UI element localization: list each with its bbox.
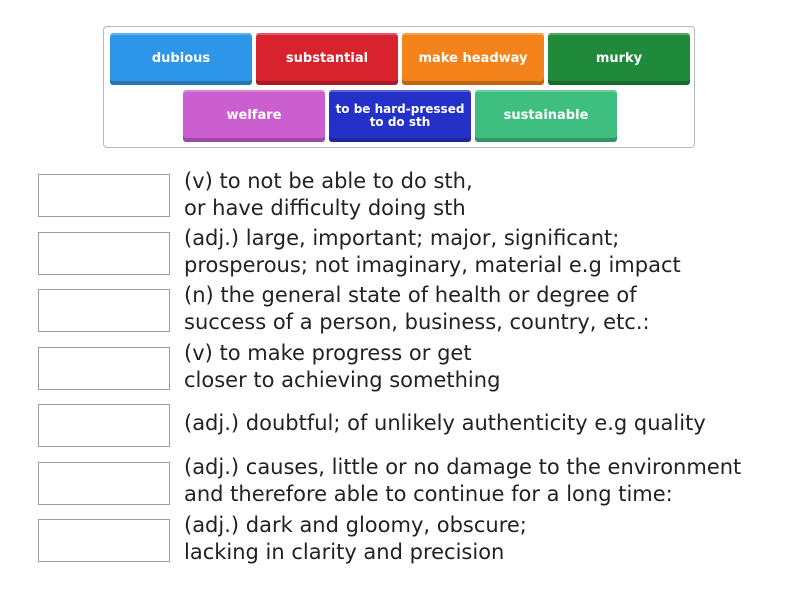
word-tile-murky[interactable] xyxy=(548,33,690,85)
definition-line: (adj.) doubtful; of unlikely authenticity e.g quality xyxy=(184,411,706,435)
word-tile-welfare[interactable] xyxy=(183,90,325,142)
definition-text xyxy=(184,225,681,279)
word-tile-substantial[interactable] xyxy=(256,33,398,85)
answer-drop-box[interactable] xyxy=(38,289,170,332)
word-tile-label: murky xyxy=(595,51,643,66)
definition-line: (adj.) dark and gloomy, obscure; xyxy=(184,513,527,537)
definition-text xyxy=(184,410,706,437)
definition-line: lacking in clarity and precision xyxy=(184,540,505,564)
definition-line: prosperous; not imaginary, material e.g impact xyxy=(184,253,681,277)
word-bank xyxy=(103,26,695,148)
definition-line: (n) the general state of health or degree of xyxy=(184,283,637,307)
word-tile-hard-pressed[interactable] xyxy=(329,90,471,142)
answer-drop-box[interactable] xyxy=(38,404,170,447)
definition-line: and therefore able to continue for a long time: xyxy=(184,482,673,506)
word-tile-label: sustainable xyxy=(503,108,589,123)
answer-drop-box[interactable] xyxy=(38,232,170,275)
definition-line: (v) to make progress or get xyxy=(184,341,472,365)
definition-text xyxy=(184,454,741,508)
word-tile-label: substantial xyxy=(285,51,369,66)
definition-line: (v) to not be able to do sth, xyxy=(184,169,473,193)
word-tile-dubious[interactable] xyxy=(110,33,252,85)
definition-text xyxy=(184,168,473,222)
word-tile-label: welfare xyxy=(226,108,282,123)
word-tile-label: make headway xyxy=(418,51,528,66)
answer-drop-box[interactable] xyxy=(38,519,170,562)
word-tile-label: dubious xyxy=(151,51,211,66)
definition-line: (adj.) large, important; major, significant; xyxy=(184,226,620,250)
definition-text xyxy=(184,340,500,394)
answer-drop-box[interactable] xyxy=(38,462,170,505)
word-tile-sustainable[interactable] xyxy=(475,90,617,142)
definition-line: success of a person, business, country, etc.: xyxy=(184,310,650,334)
definition-line: or have difficulty doing sth xyxy=(184,196,466,220)
definition-line: closer to achieving something xyxy=(184,368,501,392)
word-tile-make-headway[interactable] xyxy=(402,33,544,85)
answer-drop-box[interactable] xyxy=(38,174,170,217)
definition-line: (adj.) causes, little or no damage to the environment xyxy=(184,455,742,479)
definition-text xyxy=(184,512,527,566)
answer-drop-box[interactable] xyxy=(38,347,170,390)
word-tile-label: to be hard-pressed to do sth xyxy=(335,102,465,129)
definition-text xyxy=(184,282,650,336)
